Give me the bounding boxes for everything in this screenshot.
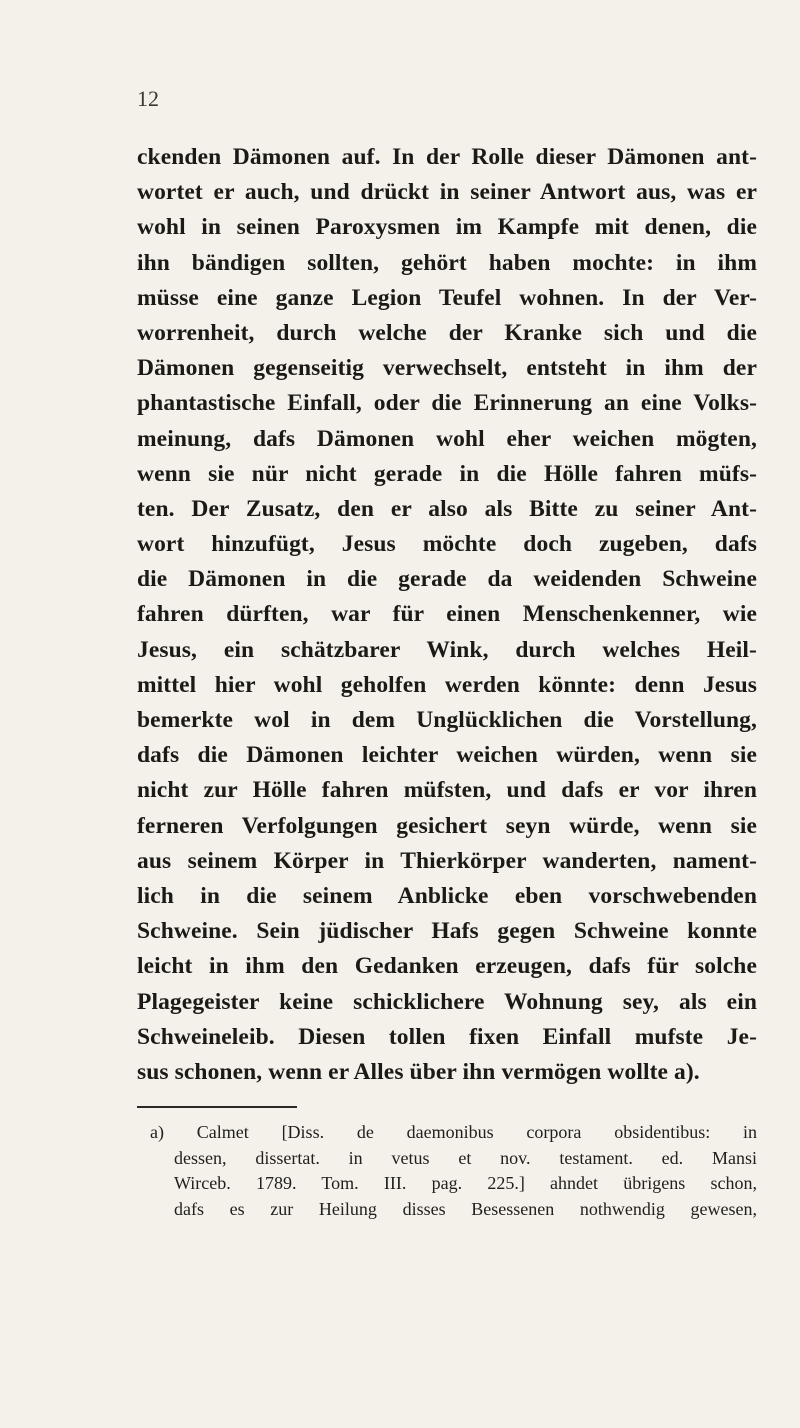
footnote-line: Wirceb. 1789. Tom. III. pag. 225.] ahndet übrigens schon, [174, 1173, 757, 1193]
text-line: worrenheit, durch welche der Kranke sich und die [137, 319, 757, 346]
main-text [137, 140, 757, 1090]
text-line: meinung, dafs Dämonen wohl eher weichen mögten, [137, 425, 757, 452]
text-line: müsse eine ganze Legion Teufel wohnen. In der Ver- [137, 284, 757, 311]
page-number: 12 [137, 86, 159, 111]
text-line: Dämonen gegenseitig verwechselt, entsteht in ihm der [137, 355, 757, 382]
text-line: wortet er auch, und drückt in seiner Antwort aus, was er [137, 179, 757, 206]
text-line: phantastische Einfall, oder die Erinnerung an eine Volks- [137, 390, 757, 417]
text-line: wohl in seinen Paroxysmen im Kampfe mit denen, die [137, 214, 757, 241]
text-line: Jesus, ein schätzbarer Wink, durch welches Heil- [137, 636, 757, 663]
text-line: Schweine. Sein jüdischer Hafs gegen Schweine konnte [137, 918, 757, 945]
text-line: die Dämonen in die gerade da weidenden Schweine [137, 566, 757, 593]
text-line: fahren dürften, war für einen Menschenkenner, wie [137, 601, 757, 628]
text-line: lich in die seinem Anblicke eben vorschwebenden [137, 882, 757, 909]
text-line: sus schonen, wenn er Alles über ihn vermögen wollte a). [137, 1058, 700, 1085]
footnote-divider [137, 1106, 297, 1108]
text-line: Schweineleib. Diesen tollen fixen Einfall mufste Je- [137, 1023, 757, 1050]
text-line: ten. Der Zusatz, den er also als Bitte zu seiner Ant- [137, 495, 757, 522]
footnote [150, 1120, 757, 1222]
text-line: ferneren Verfolgungen gesichert seyn würde, wenn sie [137, 812, 757, 839]
footnote-line: dessen, dissertat. in vetus et nov. testament. ed. Mansi [174, 1147, 757, 1168]
text-line: nicht zur Hölle fahren müfsten, und dafs er vor ihren [137, 777, 757, 804]
text-line: leicht in ihm den Gedanken erzeugen, dafs für solche [137, 953, 757, 980]
text-line: ihn bändigen sollten, gehört haben mochte: in ihm [137, 249, 757, 276]
text-line: aus seinem Körper in Thierkörper wanderten, nament- [137, 847, 757, 874]
footnote-line: a) Calmet [Diss. de daemonibus corpora obsidentibus: in [150, 1122, 757, 1142]
text-line: wenn sie nür nicht gerade in die Hölle fahren müfs- [137, 460, 757, 487]
text-line: ckenden Dämonen auf. In der Rolle dieser Dämonen ant- [137, 144, 757, 170]
text-line: bemerkte wol in dem Unglücklichen die Vorstellung, [137, 707, 757, 733]
text-line: mittel hier wohl geholfen werden könnte: denn Jesus [137, 671, 757, 698]
text-line: Plagegeister keine schicklichere Wohnung sey, als ein [137, 988, 757, 1015]
footnote-line: dafs es zur Heilung disses Besessenen nothwendig gewesen, [174, 1198, 757, 1219]
text-line: dafs die Dämonen leichter weichen würden, wenn sie [137, 742, 757, 769]
text-line: wort hinzufügt, Jesus möchte doch zugeben, dafs [137, 531, 757, 558]
